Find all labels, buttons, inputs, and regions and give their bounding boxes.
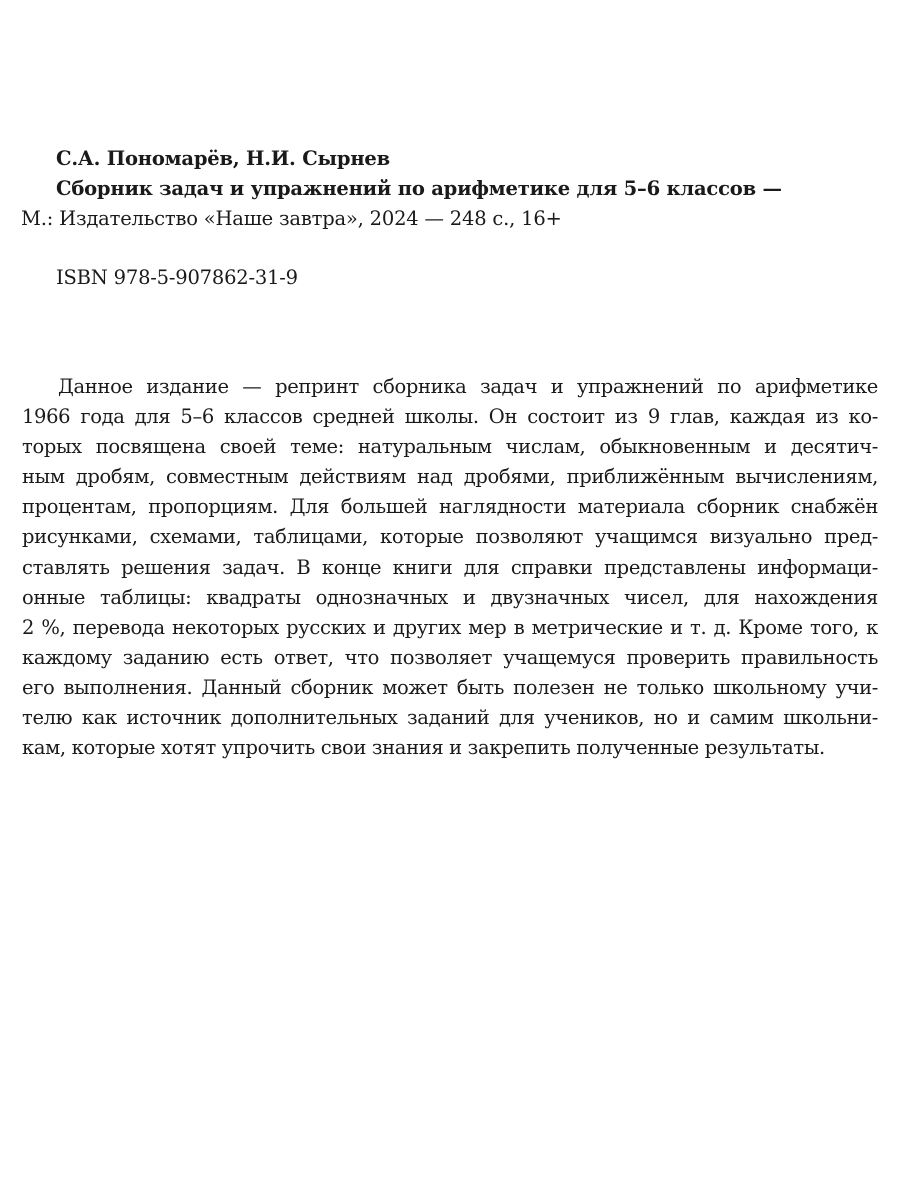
- abstract-line: его выполнения. Данный сборник может быть полезен не только школьному учи-: [22, 675, 878, 699]
- book-title: Сборник задач и упражнений по арифметике для 5–6 классов —: [56, 177, 782, 200]
- abstract-line: ным дробям, совместным действиям над дробями, приближённым вычислениям,: [22, 465, 878, 489]
- abstract-line: 2 %, перевода некоторых русских и других мер в метрические и т. д. Кроме того, к: [22, 615, 878, 639]
- abstract-line: кам, которые хотят упрочить свои знания и закрепить полученные результаты.: [22, 736, 825, 760]
- abstract-line: телю как источник дополнительных заданий для учеников, но и самим школьни-: [22, 706, 878, 730]
- authors: С.А. Пономарёв, Н.И. Сырнев: [56, 147, 390, 170]
- abstract-line: Данное издание — репринт сборника задач и упражнений по арифметике: [58, 375, 878, 398]
- isbn: ISBN 978-5-907862-31-9: [56, 266, 298, 289]
- abstract-line: рисунками, схемами, таблицами, которые позволяют учащимся визуально пред-: [22, 525, 878, 549]
- abstract-line: онные таблицы: квадраты однозначных и двузначных чисел, для нахождения: [22, 585, 878, 609]
- abstract-line: процентам, пропорциям. Для большей наглядности материала сборник снабжён: [22, 495, 878, 519]
- publisher-imprint: М.: Издательство «Наше завтра», 2024 — 248 с., 16+: [21, 207, 562, 230]
- bibliographic-record: [0, 144, 900, 234]
- abstract-paragraph: [22, 372, 878, 763]
- abstract-line: торых посвящена своей теме: натуральным числам, обыкновенным и десятич-: [22, 435, 878, 459]
- abstract-line: ставлять решения задач. В конце книги для справки представлены информаци-: [22, 555, 878, 579]
- abstract-line: 1966 года для 5–6 классов средней школы. Он состоит из 9 глав, каждая из ко-: [22, 405, 878, 429]
- abstract-line: каждому заданию есть ответ, что позволяет учащемуся проверить правильность: [22, 645, 878, 669]
